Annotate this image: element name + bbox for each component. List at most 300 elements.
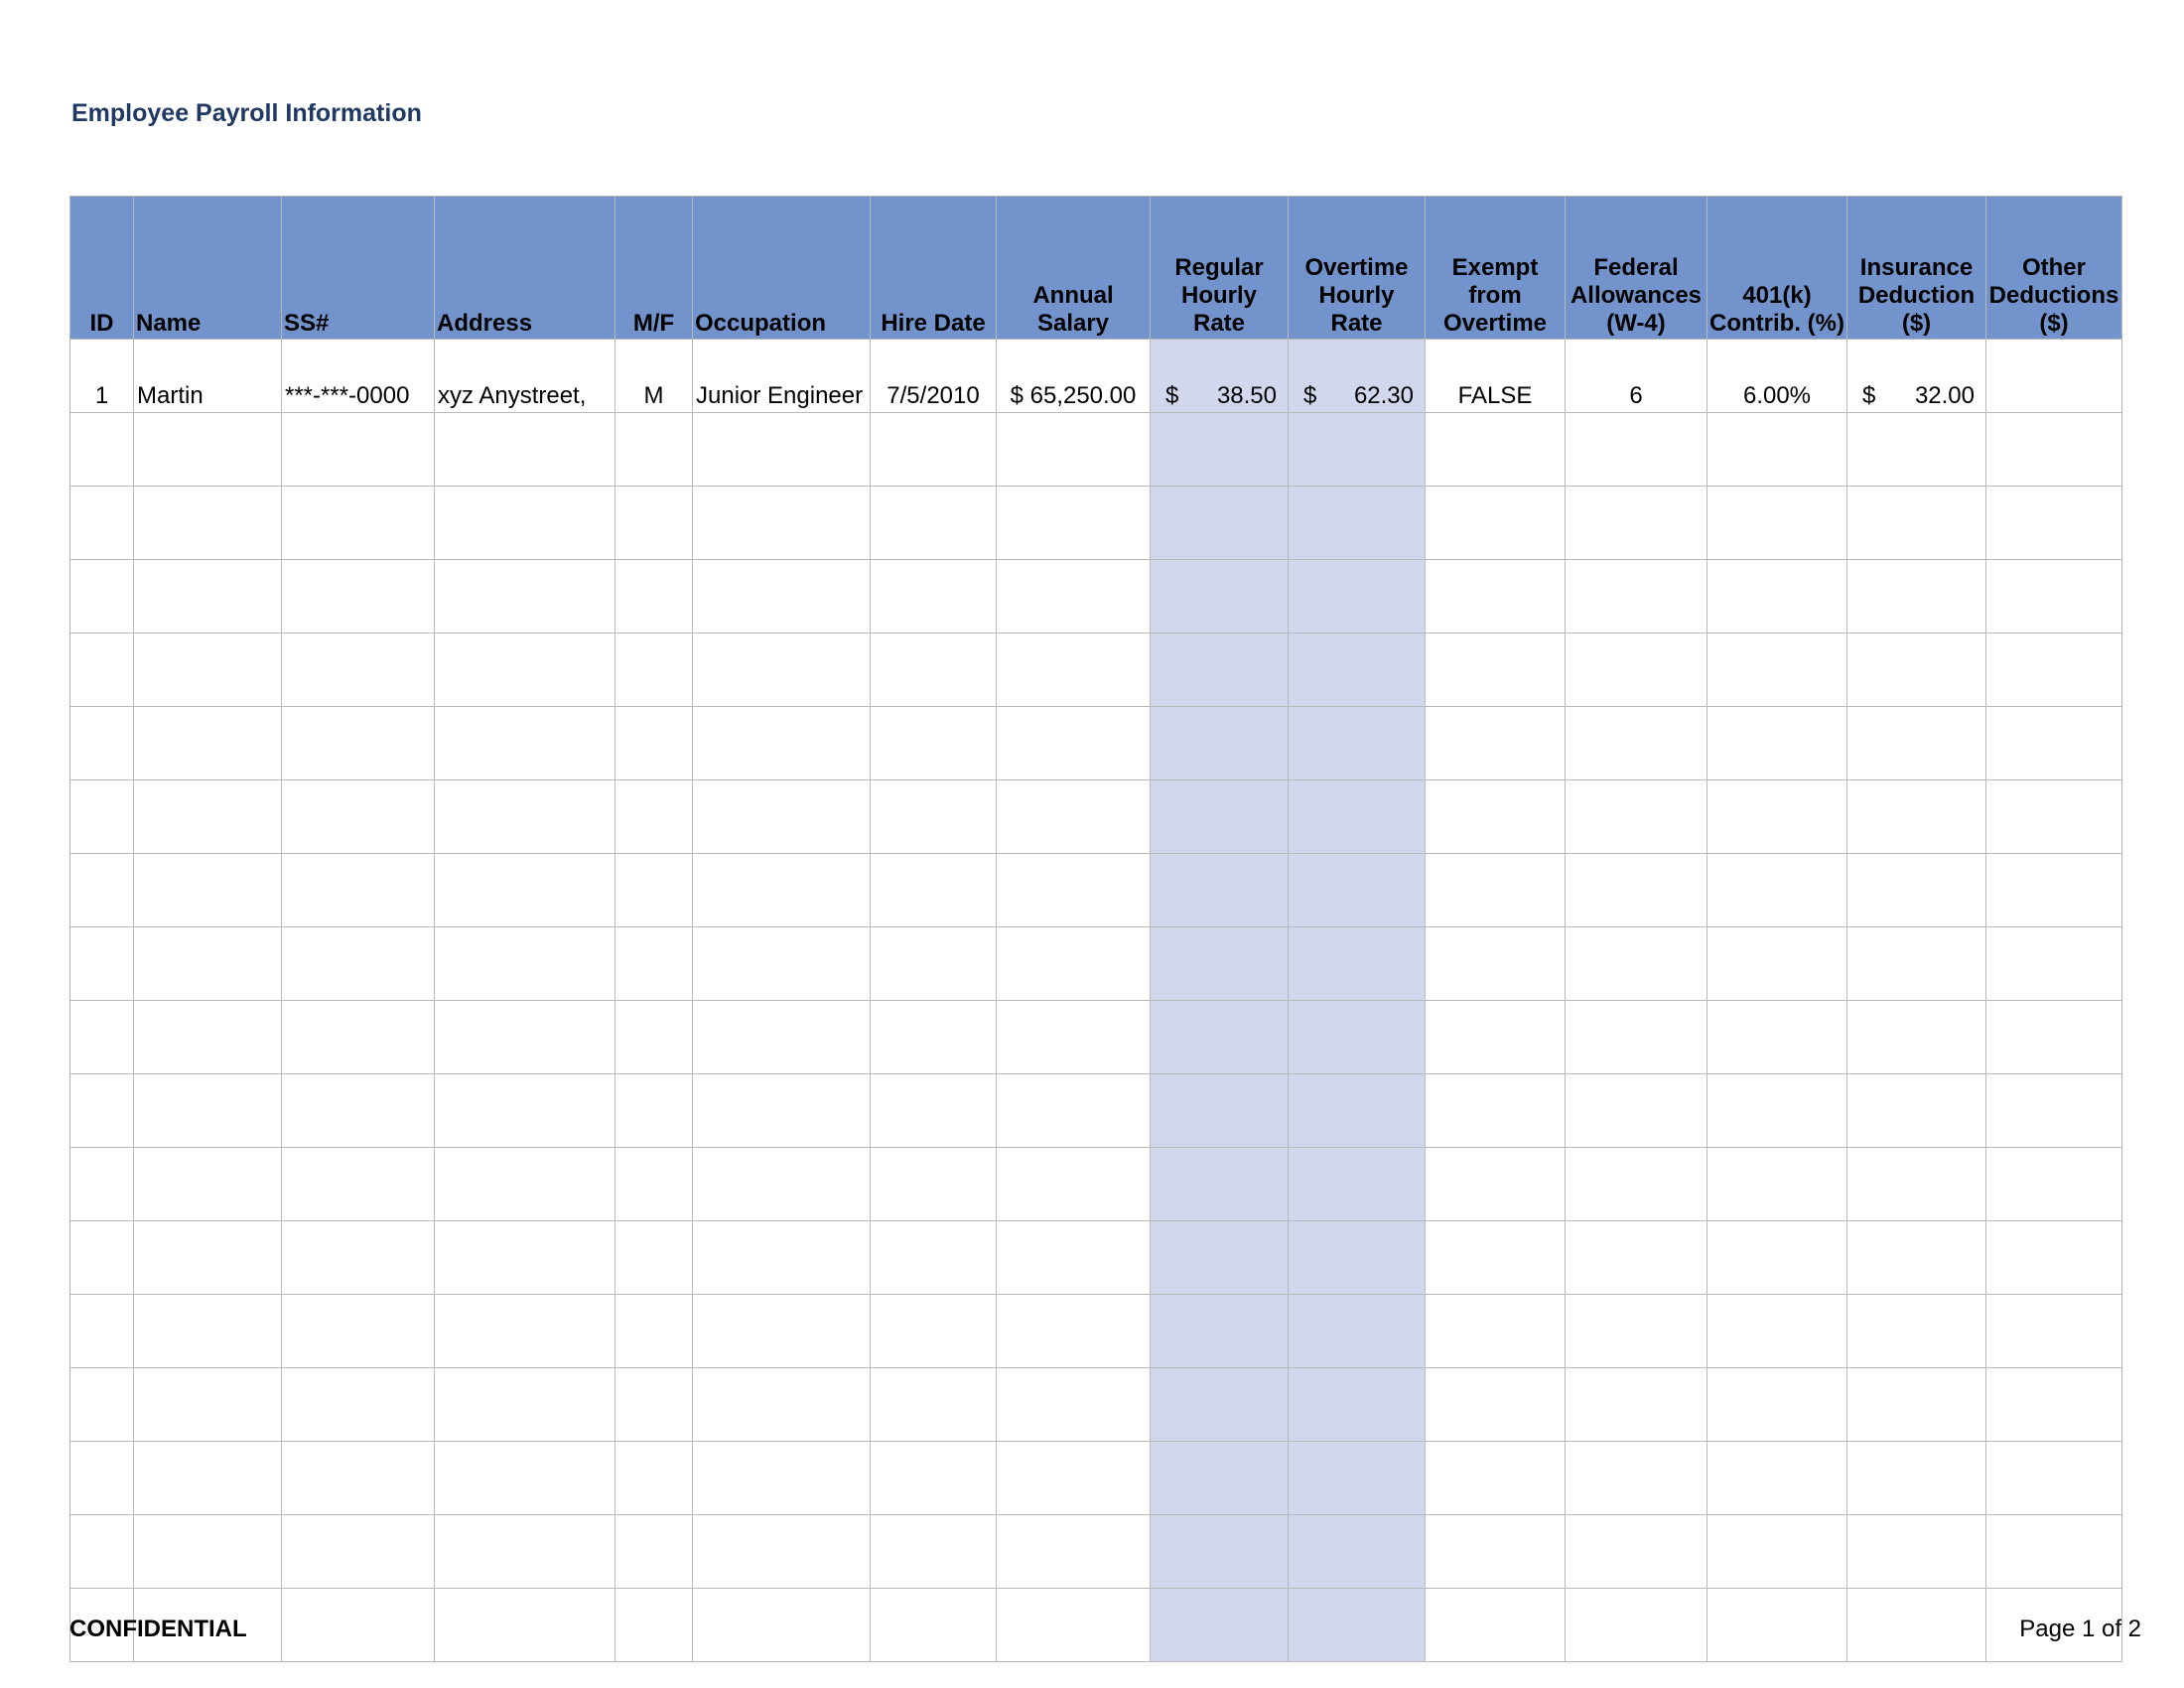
cell-exempt[interactable]: FALSE: [1426, 340, 1566, 413]
cell-401k[interactable]: [1707, 780, 1847, 854]
cell-occupation[interactable]: [693, 1442, 871, 1515]
table-row: [70, 780, 2122, 854]
cell-exempt[interactable]: [1426, 487, 1566, 560]
cell-id[interactable]: [70, 1515, 134, 1589]
cell-insurance[interactable]: [1847, 927, 1986, 1001]
cell-exempt[interactable]: [1426, 1148, 1566, 1221]
cell-annual-salary[interactable]: [997, 413, 1151, 487]
cell-id[interactable]: [70, 927, 134, 1001]
cell-overtime-rate[interactable]: [1289, 560, 1426, 633]
cell-overtime-rate[interactable]: [1289, 1001, 1426, 1074]
cell-regular-rate[interactable]: [1151, 560, 1289, 633]
cell-ssn[interactable]: [282, 1148, 435, 1221]
cell-401k[interactable]: [1707, 487, 1847, 560]
cell-overtime-rate[interactable]: [1289, 707, 1426, 780]
cell-gender[interactable]: [615, 780, 693, 854]
table-row: [70, 707, 2122, 780]
cell-regular-rate[interactable]: [1151, 1221, 1289, 1295]
cell-regular-rate[interactable]: [1151, 780, 1289, 854]
cell-ssn[interactable]: [282, 633, 435, 707]
cell-address[interactable]: xyz Anystreet,: [435, 340, 615, 413]
cell-annual-salary[interactable]: [997, 927, 1151, 1001]
cell-gender[interactable]: [615, 1368, 693, 1442]
cell-exempt[interactable]: [1426, 1295, 1566, 1368]
cell-id[interactable]: [70, 707, 134, 780]
cell-hire-date[interactable]: [871, 487, 997, 560]
cell-overtime-rate[interactable]: [1289, 1589, 1426, 1662]
cell-annual-salary[interactable]: [997, 633, 1151, 707]
cell-hire-date[interactable]: [871, 780, 997, 854]
cell-other-deductions[interactable]: [1986, 487, 2122, 560]
cell-exempt[interactable]: [1426, 1368, 1566, 1442]
cell-occupation[interactable]: [693, 1295, 871, 1368]
cell-401k[interactable]: [1707, 1001, 1847, 1074]
cell-address[interactable]: [435, 1368, 615, 1442]
cell-ssn[interactable]: [282, 560, 435, 633]
cell-401k[interactable]: [1707, 1148, 1847, 1221]
cell-id[interactable]: [70, 854, 134, 927]
cell-id[interactable]: [70, 1001, 134, 1074]
cell-address[interactable]: [435, 1221, 615, 1295]
col-header-name: Name: [134, 197, 282, 340]
cell-regular-rate[interactable]: [1151, 487, 1289, 560]
cell-regular-rate[interactable]: [1151, 927, 1289, 1001]
table-row: [70, 413, 2122, 487]
cell-hire-date[interactable]: [871, 927, 997, 1001]
cell-name[interactable]: [134, 1001, 282, 1074]
cell-address[interactable]: [435, 633, 615, 707]
cell-exempt[interactable]: [1426, 1515, 1566, 1589]
cell-annual-salary[interactable]: [997, 1074, 1151, 1148]
cell-regular-rate[interactable]: [1151, 413, 1289, 487]
currency-symbol: $: [1303, 382, 1317, 409]
cell-other-deductions[interactable]: [1986, 1148, 2122, 1221]
table-row: [70, 340, 2122, 413]
cell-hire-date[interactable]: [871, 707, 997, 780]
cell-name[interactable]: [134, 707, 282, 780]
cell-name[interactable]: [134, 927, 282, 1001]
cell-regular-rate[interactable]: [1151, 1589, 1289, 1662]
amount: 62.30: [1353, 382, 1414, 409]
cell-other-deductions[interactable]: [1986, 780, 2122, 854]
cell-exempt[interactable]: [1426, 413, 1566, 487]
cell-occupation[interactable]: [693, 1589, 871, 1662]
cell-federal-allowances[interactable]: [1566, 707, 1707, 780]
cell-insurance[interactable]: [1847, 1515, 1986, 1589]
cell-federal-allowances[interactable]: [1566, 560, 1707, 633]
cell-ssn[interactable]: [282, 1295, 435, 1368]
col-header-other-deductions: Other Deductions ($): [1986, 197, 2122, 340]
cell-ssn[interactable]: [282, 413, 435, 487]
cell-id[interactable]: [70, 1442, 134, 1515]
cell-gender[interactable]: [615, 1221, 693, 1295]
cell-id[interactable]: [70, 487, 134, 560]
document-title: Employee Payroll Information: [71, 99, 422, 127]
cell-other-deductions[interactable]: [1986, 1442, 2122, 1515]
cell-overtime-rate[interactable]: [1289, 1148, 1426, 1221]
cell-gender[interactable]: [615, 707, 693, 780]
cell-name[interactable]: [134, 1074, 282, 1148]
col-header-annual-salary: Annual Salary: [997, 197, 1151, 340]
amount: 32.00: [1914, 382, 1975, 409]
table-row: [70, 927, 2122, 1001]
cell-address[interactable]: [435, 1515, 615, 1589]
cell-hire-date[interactable]: 7/5/2010: [871, 340, 997, 413]
cell-exempt[interactable]: [1426, 1221, 1566, 1295]
cell-ssn[interactable]: [282, 1074, 435, 1148]
cell-overtime-rate[interactable]: [1289, 1368, 1426, 1442]
cell-ssn[interactable]: [282, 1515, 435, 1589]
cell-address[interactable]: [435, 854, 615, 927]
amount: 38.50: [1216, 382, 1277, 409]
cell-id[interactable]: [70, 1221, 134, 1295]
cell-other-deductions[interactable]: [1986, 927, 2122, 1001]
cell-exempt[interactable]: [1426, 1074, 1566, 1148]
cell-gender[interactable]: [615, 1589, 693, 1662]
cell-hire-date[interactable]: [871, 1368, 997, 1442]
cell-insurance[interactable]: [1847, 1001, 1986, 1074]
cell-occupation[interactable]: [693, 927, 871, 1001]
cell-insurance[interactable]: [1847, 1589, 1986, 1662]
cell-exempt[interactable]: [1426, 1001, 1566, 1074]
cell-ssn[interactable]: [282, 1221, 435, 1295]
cell-ssn[interactable]: [282, 707, 435, 780]
cell-overtime-rate[interactable]: [1289, 1442, 1426, 1515]
cell-insurance[interactable]: [1847, 854, 1986, 927]
cell-occupation[interactable]: [693, 1368, 871, 1442]
cell-id[interactable]: [70, 413, 134, 487]
cell-occupation[interactable]: [693, 487, 871, 560]
cell-federal-allowances[interactable]: 6: [1566, 340, 1707, 413]
cell-other-deductions[interactable]: [1986, 1221, 2122, 1295]
cell-address[interactable]: [435, 1442, 615, 1515]
cell-annual-salary[interactable]: [997, 1515, 1151, 1589]
cell-regular-rate[interactable]: [1151, 1148, 1289, 1221]
cell-hire-date[interactable]: [871, 1001, 997, 1074]
cell-gender[interactable]: [615, 487, 693, 560]
table-row: [70, 1148, 2122, 1221]
cell-insurance[interactable]: [1847, 707, 1986, 780]
cell-other-deductions[interactable]: [1986, 1074, 2122, 1148]
cell-other-deductions[interactable]: [1986, 633, 2122, 707]
col-header-gender: M/F: [615, 197, 693, 340]
cell-hire-date[interactable]: [871, 1074, 997, 1148]
cell-id[interactable]: [70, 1074, 134, 1148]
cell-occupation[interactable]: [693, 1001, 871, 1074]
cell-annual-salary[interactable]: $ 65,250.00: [997, 340, 1151, 413]
cell-exempt[interactable]: [1426, 633, 1566, 707]
col-header-address: Address: [435, 197, 615, 340]
cell-insurance[interactable]: [1847, 1368, 1986, 1442]
cell-other-deductions[interactable]: [1986, 413, 2122, 487]
cell-occupation[interactable]: [693, 854, 871, 927]
cell-annual-salary[interactable]: [997, 1001, 1151, 1074]
cell-name[interactable]: [134, 560, 282, 633]
cell-annual-salary[interactable]: [997, 487, 1151, 560]
cell-annual-salary[interactable]: [997, 1589, 1151, 1662]
table-row: [70, 1368, 2122, 1442]
cell-regular-rate[interactable]: [1151, 707, 1289, 780]
cell-overtime-rate[interactable]: [1289, 1295, 1426, 1368]
cell-federal-allowances[interactable]: [1566, 1589, 1707, 1662]
cell-ssn[interactable]: [282, 1589, 435, 1662]
cell-federal-allowances[interactable]: [1566, 1368, 1707, 1442]
cell-overtime-rate[interactable]: [1289, 1221, 1426, 1295]
cell-name[interactable]: [134, 1295, 282, 1368]
cell-regular-rate[interactable]: [1151, 1368, 1289, 1442]
cell-exempt[interactable]: [1426, 560, 1566, 633]
cell-401k[interactable]: [1707, 1074, 1847, 1148]
table-row: [70, 1221, 2122, 1295]
confidential-label: CONFIDENTIAL: [69, 1616, 247, 1642]
cell-401k[interactable]: [1707, 633, 1847, 707]
cell-other-deductions[interactable]: [1986, 1515, 2122, 1589]
cell-401k[interactable]: [1707, 927, 1847, 1001]
cell-other-deductions[interactable]: [1986, 560, 2122, 633]
cell-id[interactable]: [70, 1148, 134, 1221]
cell-401k[interactable]: [1707, 1515, 1847, 1589]
cell-name[interactable]: [134, 1515, 282, 1589]
cell-hire-date[interactable]: [871, 1442, 997, 1515]
cell-federal-allowances[interactable]: [1566, 487, 1707, 560]
cell-401k[interactable]: 6.00%: [1707, 340, 1847, 413]
cell-other-deductions[interactable]: [1986, 1001, 2122, 1074]
cell-overtime-rate[interactable]: [1289, 487, 1426, 560]
col-header-exempt: Exempt from Overtime: [1426, 197, 1566, 340]
cell-ssn[interactable]: [282, 1368, 435, 1442]
cell-annual-salary[interactable]: [997, 560, 1151, 633]
cell-address[interactable]: [435, 707, 615, 780]
cell-overtime-rate[interactable]: [1289, 1515, 1426, 1589]
cell-overtime-rate[interactable]: [1289, 927, 1426, 1001]
cell-exempt[interactable]: [1426, 854, 1566, 927]
cell-hire-date[interactable]: [871, 413, 997, 487]
cell-gender[interactable]: [615, 560, 693, 633]
cell-address[interactable]: [435, 1589, 615, 1662]
table-row: [70, 1074, 2122, 1148]
cell-401k[interactable]: [1707, 1368, 1847, 1442]
table-row: [70, 1295, 2122, 1368]
cell-regular-rate[interactable]: [1151, 340, 1289, 413]
cell-name[interactable]: [134, 780, 282, 854]
cell-regular-rate[interactable]: [1151, 1001, 1289, 1074]
cell-federal-allowances[interactable]: [1566, 1074, 1707, 1148]
cell-other-deductions[interactable]: [1986, 1368, 2122, 1442]
cell-insurance[interactable]: [1847, 1295, 1986, 1368]
cell-401k[interactable]: [1707, 1221, 1847, 1295]
cell-annual-salary[interactable]: [997, 1295, 1151, 1368]
cell-ssn[interactable]: [282, 854, 435, 927]
cell-hire-date[interactable]: [871, 633, 997, 707]
cell-occupation[interactable]: [693, 1515, 871, 1589]
col-header-401k: 401(k) Contrib. (%): [1707, 197, 1847, 340]
table-row: [70, 1442, 2122, 1515]
cell-address[interactable]: [435, 560, 615, 633]
cell-insurance[interactable]: [1847, 1442, 1986, 1515]
cell-address[interactable]: [435, 927, 615, 1001]
cell-ssn[interactable]: [282, 1001, 435, 1074]
cell-occupation[interactable]: Junior Engineer: [693, 340, 871, 413]
cell-insurance[interactable]: [1847, 487, 1986, 560]
cell-occupation[interactable]: [693, 1074, 871, 1148]
cell-exempt[interactable]: [1426, 927, 1566, 1001]
cell-occupation[interactable]: [693, 1148, 871, 1221]
cell-other-deductions[interactable]: [1986, 707, 2122, 780]
cell-gender[interactable]: [615, 1442, 693, 1515]
cell-overtime-rate[interactable]: [1289, 633, 1426, 707]
cell-name[interactable]: [134, 854, 282, 927]
cell-overtime-rate[interactable]: [1289, 780, 1426, 854]
cell-ssn[interactable]: ***-***-0000: [282, 340, 435, 413]
cell-insurance[interactable]: [1847, 340, 1986, 413]
cell-hire-date[interactable]: [871, 1221, 997, 1295]
cell-401k[interactable]: [1707, 560, 1847, 633]
cell-id[interactable]: [70, 1295, 134, 1368]
cell-401k[interactable]: [1707, 1589, 1847, 1662]
cell-name[interactable]: [134, 1221, 282, 1295]
cell-annual-salary[interactable]: [997, 1442, 1151, 1515]
cell-occupation[interactable]: [693, 780, 871, 854]
cell-address[interactable]: [435, 487, 615, 560]
cell-federal-allowances[interactable]: [1566, 1515, 1707, 1589]
cell-insurance[interactable]: [1847, 633, 1986, 707]
cell-name[interactable]: [134, 633, 282, 707]
cell-exempt[interactable]: [1426, 1442, 1566, 1515]
cell-hire-date[interactable]: [871, 1148, 997, 1221]
cell-address[interactable]: [435, 1001, 615, 1074]
cell-id[interactable]: [70, 560, 134, 633]
cell-federal-allowances[interactable]: [1566, 927, 1707, 1001]
cell-address[interactable]: [435, 1148, 615, 1221]
cell-federal-allowances[interactable]: [1566, 633, 1707, 707]
cell-gender[interactable]: M: [615, 340, 693, 413]
cell-gender[interactable]: [615, 854, 693, 927]
cell-id[interactable]: [70, 633, 134, 707]
cell-ssn[interactable]: [282, 1442, 435, 1515]
cell-hire-date[interactable]: [871, 854, 997, 927]
cell-annual-salary[interactable]: [997, 1221, 1151, 1295]
header-row: [70, 197, 2122, 340]
cell-occupation[interactable]: [693, 633, 871, 707]
table-row: [70, 1001, 2122, 1074]
cell-name[interactable]: [134, 487, 282, 560]
cell-gender[interactable]: [615, 1074, 693, 1148]
cell-occupation[interactable]: [693, 560, 871, 633]
cell-regular-rate[interactable]: [1151, 1515, 1289, 1589]
table-row: [70, 560, 2122, 633]
cell-hire-date[interactable]: [871, 560, 997, 633]
cell-insurance[interactable]: [1847, 1221, 1986, 1295]
cell-gender[interactable]: [615, 1515, 693, 1589]
cell-name[interactable]: [134, 1442, 282, 1515]
cell-ssn[interactable]: [282, 927, 435, 1001]
cell-exempt[interactable]: [1426, 707, 1566, 780]
cell-exempt[interactable]: [1426, 1589, 1566, 1662]
cell-hire-date[interactable]: [871, 1295, 997, 1368]
cell-regular-rate[interactable]: [1151, 1295, 1289, 1368]
cell-annual-salary[interactable]: [997, 1368, 1151, 1442]
col-header-occupation: Occupation: [693, 197, 871, 340]
cell-id[interactable]: 1: [70, 340, 134, 413]
col-header-regular-rate: Regular Hourly Rate: [1151, 197, 1289, 340]
cell-regular-rate[interactable]: [1151, 633, 1289, 707]
cell-name[interactable]: Martin: [134, 340, 282, 413]
cell-federal-allowances[interactable]: [1566, 1001, 1707, 1074]
cell-federal-allowances[interactable]: [1566, 780, 1707, 854]
cell-federal-allowances[interactable]: [1566, 413, 1707, 487]
cell-hire-date[interactable]: [871, 1589, 997, 1662]
cell-ssn[interactable]: [282, 487, 435, 560]
cell-overtime-rate[interactable]: [1289, 340, 1426, 413]
cell-annual-salary[interactable]: [997, 1148, 1151, 1221]
cell-address[interactable]: [435, 780, 615, 854]
cell-address[interactable]: [435, 1295, 615, 1368]
cell-federal-allowances[interactable]: [1566, 1221, 1707, 1295]
cell-name[interactable]: [134, 413, 282, 487]
cell-gender[interactable]: [615, 1148, 693, 1221]
cell-occupation[interactable]: [693, 707, 871, 780]
table-row: [70, 1515, 2122, 1589]
cell-overtime-rate[interactable]: [1289, 1074, 1426, 1148]
cell-name[interactable]: [134, 1148, 282, 1221]
cell-id[interactable]: [70, 1368, 134, 1442]
table-row: [70, 633, 2122, 707]
cell-federal-allowances[interactable]: [1566, 1295, 1707, 1368]
cell-gender[interactable]: [615, 413, 693, 487]
cell-annual-salary[interactable]: [997, 780, 1151, 854]
cell-gender[interactable]: [615, 927, 693, 1001]
cell-overtime-rate[interactable]: [1289, 854, 1426, 927]
cell-other-deductions[interactable]: [1986, 340, 2122, 413]
cell-401k[interactable]: [1707, 413, 1847, 487]
cell-401k[interactable]: [1707, 707, 1847, 780]
cell-gender[interactable]: [615, 1001, 693, 1074]
cell-overtime-rate[interactable]: [1289, 413, 1426, 487]
cell-401k[interactable]: [1707, 1295, 1847, 1368]
cell-401k[interactable]: [1707, 854, 1847, 927]
cell-hire-date[interactable]: [871, 1515, 997, 1589]
cell-annual-salary[interactable]: [997, 707, 1151, 780]
cell-gender[interactable]: [615, 633, 693, 707]
cell-ssn[interactable]: [282, 780, 435, 854]
cell-insurance[interactable]: [1847, 1148, 1986, 1221]
cell-other-deductions[interactable]: [1986, 1295, 2122, 1368]
cell-gender[interactable]: [615, 1295, 693, 1368]
cell-401k[interactable]: [1707, 1442, 1847, 1515]
cell-address[interactable]: [435, 413, 615, 487]
currency-symbol: $: [1165, 382, 1179, 409]
cell-annual-salary[interactable]: [997, 854, 1151, 927]
cell-federal-allowances[interactable]: [1566, 1148, 1707, 1221]
cell-exempt[interactable]: [1426, 780, 1566, 854]
cell-name[interactable]: [134, 1368, 282, 1442]
cell-address[interactable]: [435, 1074, 615, 1148]
cell-id[interactable]: [70, 780, 134, 854]
cell-occupation[interactable]: [693, 413, 871, 487]
cell-occupation[interactable]: [693, 1221, 871, 1295]
cell-other-deductions[interactable]: [1986, 854, 2122, 927]
cell-insurance[interactable]: [1847, 413, 1986, 487]
cell-insurance[interactable]: [1847, 780, 1986, 854]
cell-insurance[interactable]: [1847, 1074, 1986, 1148]
cell-federal-allowances[interactable]: [1566, 854, 1707, 927]
cell-regular-rate[interactable]: [1151, 854, 1289, 927]
table-row: [70, 487, 2122, 560]
cell-regular-rate[interactable]: [1151, 1442, 1289, 1515]
cell-regular-rate[interactable]: [1151, 1074, 1289, 1148]
cell-insurance[interactable]: [1847, 560, 1986, 633]
cell-federal-allowances[interactable]: [1566, 1442, 1707, 1515]
